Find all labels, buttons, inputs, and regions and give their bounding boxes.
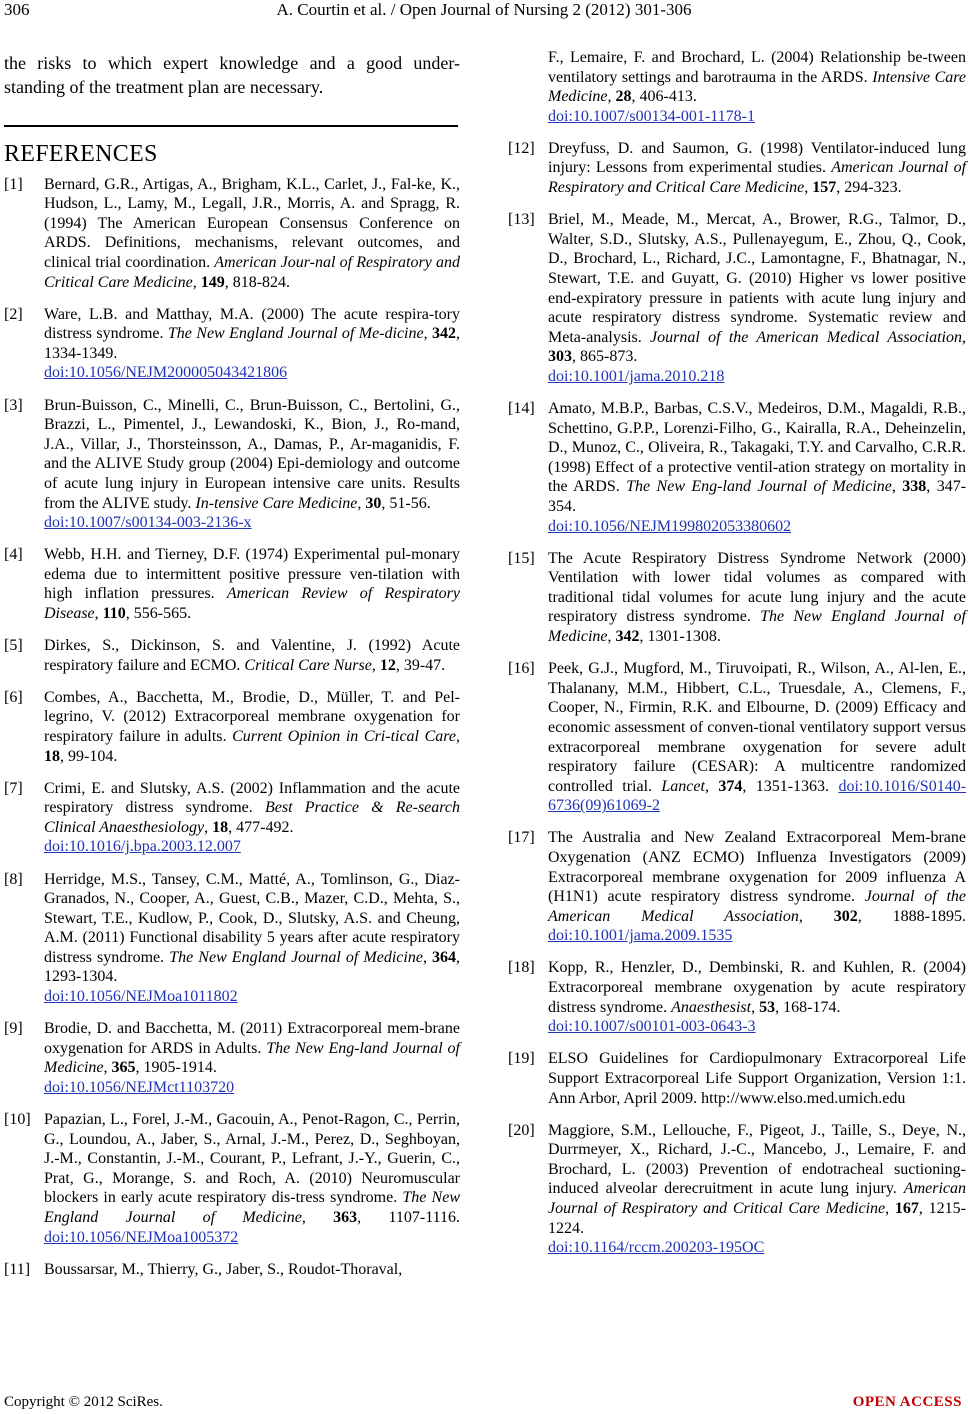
reference-volume: 342 xyxy=(432,325,457,343)
reference-number: [19] xyxy=(508,1050,535,1068)
reference-journal: Best Practice & Re-search Clinical Anaesthesiology xyxy=(44,799,461,836)
reference-volume: 364 xyxy=(432,948,457,966)
doi-link[interactable]: doi:10.1001/jama.2010.218 xyxy=(548,367,725,385)
reference-volume: 302 xyxy=(833,907,858,925)
reference-volume: 167 xyxy=(894,1199,919,1217)
reference-text: Combes, A., Bacchetta, M., Brodie, D., Müller, T. and Pel-legrino, V. (2012) Extracorporeal membrane oxygenation for respiratory failure in adults. Current Opinion in Cri-tical Care, 18, 99-104. xyxy=(44,688,461,765)
reference-item xyxy=(4,545,460,623)
doi-link[interactable]: doi:10.1056/NEJMoa1011802 xyxy=(44,988,238,1006)
reference-journal: Journal of the American Medical Association xyxy=(650,328,962,346)
reference-pages: , 865-873. xyxy=(572,348,638,366)
reference-item xyxy=(508,48,966,126)
running-title: A. Courtin et al. / Open Journal of Nursing 2 (2012) 301-306 xyxy=(276,0,692,19)
left-column xyxy=(4,52,460,1292)
reference-volume: 342 xyxy=(615,628,640,646)
reference-number: [18] xyxy=(508,959,535,977)
reference-authors-title: ELSO Guidelines for Cardiopulmonary Extracorporeal Life Support Extracorporeal Life Support Organization, Version 1:1. Ann Arbor, April 2009. http://www.elso.med.umich.edu xyxy=(548,1050,966,1107)
reference-number: [13] xyxy=(508,211,535,229)
reference-item xyxy=(508,399,966,536)
reference-journal: American Review of Respiratory Disease xyxy=(44,585,460,622)
reference-item xyxy=(508,828,966,946)
reference-pages: , 347-354. xyxy=(548,478,967,515)
reference-text: Peek, G.J., Mugford, M., Tiruvoipati, R., Wilson, A., Al-len, E., Thalanany, M.M., Hibbert, C.L., Truesdale, A., Clemens, F., Cooper, N., Firmin, R.K. and Elbourne, D. (2009) Efficacy and economic assessment of conven-tional ventilatory support versus extracorporeal membrane oxygenation for severe adult respiratory failure (CESAR): A multicentre randomized controlled trial. Lancet, 374, 1351-1363. doi:10.1016/S0140-6736(09)61069-2 xyxy=(548,660,967,815)
reference-authors-title: Kopp, R., Henzler, D., Dembinski, R. and Kuhlen, R. (2004) Extracorporeal membrane oxygenation by acute respiratory distress syndrome. xyxy=(548,959,966,1016)
reference-journal: The New Eng-land Journal of Medicine xyxy=(626,478,892,496)
reference-number: [8] xyxy=(4,870,23,888)
doi-link[interactable]: doi:10.1016/j.bpa.2003.12.007 xyxy=(44,838,241,856)
reference-text: Herridge, M.S., Tansey, C.M., Matté, A., Tomlinson, G., Diaz-Granados, N., Cooper, A., Guest, C.B., Mazer, C.D., Mehta, S., Stewart, T.E., Kudlow, P., Cook, D., Slutsky, A.S. and Cheung, A.M. (2011) Functional disability 5 years after acute respiratory distress syndrome. The New England Journal of Medicine, 364, 1293-1304. doi:10.1056/NEJMoa1011802 xyxy=(44,870,461,1006)
reference-volume: 363 xyxy=(333,1209,358,1226)
doi-link[interactable]: doi:10.1016/S0140-6736(09)61069-2 xyxy=(548,777,967,815)
reference-volume: 28 xyxy=(615,88,632,106)
open-access-label: OPEN ACCESS xyxy=(852,1394,962,1410)
reference-text: Dreyfuss, D. and Saumon, G. (1998) Ventilator-induced lung injury: Lessons from experimental studies. American Journal of Respiratory and Critical Care Medicine, 157, 294-323. xyxy=(548,139,967,197)
reference-pages: , 1905-1914. xyxy=(135,1059,217,1077)
reference-authors-title: Brodie, D. and Bacchetta, M. (2011) Extracorporeal mem-brane oxygenation for ARDS in Adults. xyxy=(44,1020,460,1057)
reference-authors-title: Papazian, L., Forel, J.-M., Gacouin, A., Penot-Ragon, C., Perrin, G., Loundou, A., Jaber, S., Arnal, J.-M., Perez, D., Seghboyan, J.-M., Constantin, J.-M., Courant, P., Lefrant, J.-Y., Guerin, C., Prat, G., Morange, S. and Roch, A. (2010) Neuromuscular blockers in early acute respiratory dis-tress syndrome. xyxy=(44,1111,460,1207)
reference-text: Dirkes, S., Dickinson, S. and Valentine, J. (1992) Acute respiratory failure and ECMO. Critical Care Nurse, 12, 39-47. xyxy=(44,637,460,674)
reference-item xyxy=(508,210,966,386)
reference-text: Webb, H.H. and Tierney, D.F. (1974) Experimental pul-monary edema due to intermittent positive pressure ven-tilation with high inflation pressures. American Review of Respiratory Disease, 110, 556-565. xyxy=(44,546,460,622)
reference-text: Maggiore, S.M., Lellouche, F., Pigeot, J., Taille, S., Deye, N., Durrmeyer, X., Richard, J.-C., Mancebo, J., Lemaire, F. and Brochard, L. (2003) Prevention of endotracheal suctioning-induced alveolar derecruitment in acute lung injury. American Journal of Respiratory and Critical Care Medicine, 167, 1215-1224. doi:10.1164/rccm.200203-195OC xyxy=(548,1121,967,1257)
reference-pages: , 168-174. xyxy=(775,998,841,1016)
reference-text: Brodie, D. and Bacchetta, M. (2011) Extracorporeal mem-brane oxygenation for ARDS in Adults. The New Eng-land Journal of Medicine, 365, 1905-1914. doi:10.1056/NEJMct1103720 xyxy=(44,1020,461,1096)
reference-volume: 53 xyxy=(759,998,776,1016)
reference-authors-title: Combes, A., Bacchetta, M., Brodie, D., Müller, T. and Pel-legrino, V. (2012) Extracorporeal membrane oxygenation for respiratory failure in adults. xyxy=(44,688,460,745)
reference-pages: , 477-492. xyxy=(228,818,294,836)
reference-text: The Acute Respiratory Distress Syndrome Network (2000) Ventilation with lower tidal volumes as compared with traditional tidal volumes for acute lung injury and the acute respiratory distress syndrome. The New England Journal of Medicine, 342, 1301-1308. xyxy=(548,549,966,646)
reference-journal: Anaesthesist xyxy=(671,998,752,1016)
reference-item xyxy=(508,1121,966,1258)
reference-item xyxy=(4,396,460,533)
copyright-notice: Copyright © 2012 SciRes. xyxy=(4,1394,163,1410)
reference-authors-title: Bernard, G.R., Artigas, A., Brigham, K.L., Carlet, J., Fal-ke, K., Hudson, L., Lamy, M., Legall, J.R., Morris, A. and Spragg, R. (1994) The American European Consensus Conference on ARDS. Definitions, mechanisms, relevant outcomes, and clinical trial coordination. xyxy=(44,175,460,271)
reference-pages: , 1351-1363. xyxy=(742,777,839,795)
doi-link[interactable]: doi:10.1001/jama.2009.1535 xyxy=(548,927,733,945)
reference-number: [14] xyxy=(508,400,535,417)
doi-link[interactable]: doi:10.1007/s00101-003-0643-3 xyxy=(548,1018,756,1036)
reference-authors-title: Boussarsar, M., Thierry, G., Jaber, S., Roudot-Thoraval, xyxy=(44,1260,403,1278)
reference-number: [10] xyxy=(4,1111,31,1129)
reference-text: Bernard, G.R., Artigas, A., Brigham, K.L., Carlet, J., Fal-ke, K., Hudson, L., Lamy, M., Legall, J.R., Morris, A. and Spragg, R. (1994) The American European Consensus Conference on ARDS. Definitions, mechanisms, relevant outcomes, and clinical trial coordination. American Jour-nal of Respiratory and Critical Care Medicine, 149, 818-824. xyxy=(44,175,460,291)
reference-pages: , 294-323. xyxy=(836,179,902,197)
reference-pages: , 1888-1895. xyxy=(857,907,967,925)
page-number: 306 xyxy=(4,0,30,19)
reference-text: Kopp, R., Henzler, D., Dembinski, R. and Kuhlen, R. (2004) Extracorporeal membrane oxygenation by acute respiratory distress syndrome. Anaesthesist, 53, 168-174. doi:10.1007/s00101-003-0643-3 xyxy=(548,959,966,1036)
reference-item xyxy=(4,636,460,675)
reference-text xyxy=(44,1260,460,1280)
reference-authors-title: Herridge, M.S., Tansey, C.M., Matté, A., Tomlinson, G., Diaz-Granados, N., Cooper, A., Guest, C.B., Mazer, C.D., Mehta, S., Stewart, T.E., Kudlow, P., Cook, D., Slutsky, A.S. and Cheung, A.M. (2011) Functional disability 5 years after acute respiratory distress syndrome. xyxy=(44,870,460,966)
reference-volume: 149 xyxy=(200,273,225,291)
reference-number: [15] xyxy=(508,549,535,567)
reference-authors-title: The Australia and New Zealand Extracorporeal Mem-brane Oxygenation (ANZ ECMO) Influenza Investigators (2009) Extracorporeal membrane oxygenation for 2009 influenza A (H1N1) acute respiratory distress syndrome. xyxy=(548,829,966,906)
reference-volume: 18 xyxy=(212,818,229,836)
reference-volume: 157 xyxy=(812,179,837,197)
section-divider xyxy=(4,125,458,127)
reference-volume: 12 xyxy=(379,656,396,674)
reference-number: [17] xyxy=(508,829,535,847)
reference-item xyxy=(508,1049,966,1108)
reference-journal: Critical Care Nurse xyxy=(244,656,372,674)
reference-authors-title: Brun-Buisson, C., Minelli, C., Brun-Buisson, C., Bertolini, G., Brazzi, L., Pimentel, J., Lewandoski, K., Bion, J., Ro-mand, J.A., Villar, J., Thorsteinsson, A., Damas, P., Ar-maganidis, F. and the ALIVE Study group (2004) Epi-demiology and outcome of acute lung injury in European intensive care units. Results from the ALIVE study. xyxy=(44,396,460,512)
reference-journal: The New England Journal of Medicine xyxy=(548,608,966,646)
reference-pages: , 1215-1224. xyxy=(548,1199,967,1237)
reference-item xyxy=(4,779,460,857)
references-heading: REFERENCES xyxy=(4,141,158,167)
reference-item xyxy=(4,305,460,383)
reference-journal: American Jour-nal of Respiratory and Critical Care Medicine xyxy=(44,253,460,291)
reference-item xyxy=(4,688,460,766)
reference-pages: , 39-47. xyxy=(395,656,446,674)
reference-volume: 18 xyxy=(44,747,60,765)
reference-text: Crimi, E. and Slutsky, A.S. (2002) Inflammation and the acute respiratory distress syndrome. Best Practice & Re-search Clinical Anaesthesiology, 18, 477-492. doi:10.1016/j.bpa.2003.12.007 xyxy=(44,779,461,856)
reference-pages: , 406-413. xyxy=(631,88,697,106)
reference-pages: , 818-824. xyxy=(224,273,291,291)
reference-text: The Australia and New Zealand Extracorporeal Mem-brane Oxygenation (ANZ ECMO) Influenza Investigators (2009) Extracorporeal membrane oxygenation for 2009 influenza A (H1N1) acute respiratory distress syndrome. Journal of the American Medical Association, 302, 1888-1895. doi:10.1001/jama.2009.1535 xyxy=(548,829,967,945)
reference-number: [11] xyxy=(4,1260,31,1278)
reference-pages: , 1334-1349. xyxy=(44,325,461,362)
reference-number: [2] xyxy=(4,305,23,323)
reference-number: [3] xyxy=(4,396,23,414)
reference-text xyxy=(548,1049,966,1108)
reference-item xyxy=(508,139,966,198)
reference-number: [6] xyxy=(4,688,23,706)
reference-pages: , 1301-1308. xyxy=(639,628,721,646)
doi-link[interactable]: doi:10.1056/NEJMct1103720 xyxy=(44,1078,235,1096)
reference-pages: , 1293-1304. xyxy=(44,948,461,986)
reference-journal: In-tensive Care Medicine xyxy=(195,494,358,512)
reference-volume: 110 xyxy=(102,604,126,622)
reference-item xyxy=(4,1019,460,1097)
reference-journal: The New Eng-land Journal of Medicine xyxy=(44,1039,461,1077)
reference-journal: American Journal of Respiratory and Critical Care Medicine xyxy=(548,1180,966,1217)
reference-journal: Current Opinion in Cri-tical Care xyxy=(232,727,457,745)
reference-item xyxy=(4,175,460,293)
reference-text: Brun-Buisson, C., Minelli, C., Brun-Buisson, C., Bertolini, G., Brazzi, L., Pimentel, J., Lewandoski, K., Bion, J., Ro-mand, J.A., Villar, J., Thorsteinsson, A., Damas, P., Ar-maganidis, F. and the ALIVE Study group (2004) Epi-demiology and outcome of acute lung injury in European intensive care units. Results from the ALIVE study. In-tensive Care Medicine, 30, 51-56. doi:10.1007/s00134-003-2136-x xyxy=(44,396,460,532)
reference-list-right xyxy=(508,48,966,1258)
reference-journal: Lancet xyxy=(661,777,705,795)
reference-pages: , 51-56. xyxy=(381,494,431,512)
reference-number: [20] xyxy=(508,1121,535,1139)
reference-authors-title: Webb, H.H. and Tierney, D.F. (1974) Experimental pul-monary edema due to intermittent positive pressure ven-tilation with high inflation pressures. xyxy=(44,546,460,603)
reference-number: [7] xyxy=(4,779,23,797)
reference-text: Papazian, L., Forel, J.-M., Gacouin, A., Penot-Ragon, C., Perrin, G., Loundou, A., Jaber, S., Arnal, J.-M., Perez, D., Seghboyan, J.-M., Constantin, J.-M., Courant, P., Lefrant, J.-Y., Guerin, C., Prat, G., Morange, S. and Roch, A. (2010) Neuromuscular blockers in early acute respiratory dis-tress syndrome. The New England Journal of Medicine, 363, 1107-1116. doi:10.1056/NEJMoa1005372 xyxy=(44,1111,460,1246)
doi-link[interactable]: doi:10.1056/NEJM199802053380602 xyxy=(548,517,792,535)
doi-link[interactable]: doi:10.1056/NEJMoa1005372 xyxy=(44,1228,239,1246)
reference-item xyxy=(508,659,966,816)
reference-item xyxy=(4,1110,460,1247)
reference-authors-title: Dreyfuss, D. and Saumon, G. (1998) Ventilator-induced lung injury: Lessons from experimental studies. xyxy=(548,139,966,177)
reference-volume: 303 xyxy=(548,348,572,366)
reference-journal: American Journal of Respiratory and Critical Care Medicine xyxy=(548,159,967,197)
reference-pages: , 556-565. xyxy=(125,604,192,622)
reference-number: [12] xyxy=(508,139,535,157)
reference-list-left xyxy=(4,175,460,1280)
doi-link[interactable]: doi:10.1056/NEJM200005043421806 xyxy=(44,364,288,382)
doi-link[interactable]: doi:10.1007/s00134-001-1178-1 xyxy=(548,107,755,125)
reference-journal: The New England Journal of Medicine xyxy=(169,948,423,966)
reference-number: [9] xyxy=(4,1020,23,1038)
reference-authors-title: Briel, M., Meade, M., Mercat, A., Brower, R.G., Talmor, D., Walter, S.D., Slutsky, A.S., Pullenayegum, E., Zhou, Q., Cook, D., Brochard, L., Richard, J.C., Lamontagne, F., Bhatnagar, N., Stewart, T.E. and Guyatt, G. (2010) Higher vs lower positive end-expiratory pressure in patients with acute lung injury and acute respiratory distress syndrome. Systematic review and Meta-analysis. xyxy=(548,211,966,346)
reference-item xyxy=(508,549,966,647)
reference-authors-title: Ware, L.B. and Matthay, M.A. (2000) The acute respira-tory distress syndrome. xyxy=(44,305,460,343)
doi-link[interactable]: doi:10.1007/s00134-003-2136-x xyxy=(44,514,252,532)
intro-paragraph: the risks to which expert knowledge and a good under-standing of the treatment plan are necessary. xyxy=(4,53,460,97)
reference-journal: The New England Journal of Medicine xyxy=(44,1189,460,1226)
reference-authors-title: Maggiore, S.M., Lellouche, F., Pigeot, J., Taille, S., Deye, N., Durrmeyer, X., Richard, J.-C., Mancebo, J., Lemaire, F. and Brochard, L. (2003) Prevention of endotracheal suctioning-induced alveolar derecruitment in acute lung injury. xyxy=(548,1121,966,1198)
reference-item xyxy=(508,958,966,1036)
reference-text: Amato, M.B.P., Barbas, C.S.V., Medeiros, D.M., Magaldi, R.B., Schettino, G.P.P., Lorenzi-Filho, G., Kairalla, R.A., Deheinzelin, D., Munoz, C., Oliveira, R., Takagaki, T.Y. and Carvalho, C.R.R. (1998) Effect of a protective ventil-ation strategy on mortality in the ARDS. The New Eng-land Journal of Medicine, 338, 347-354. doi:10.1056/NEJM199802053380602 xyxy=(548,400,967,535)
reference-item xyxy=(4,1260,460,1280)
reference-authors-title: The Acute Respiratory Distress Syndrome Network (2000) Ventilation with lower tidal volumes as compared with traditional tidal volumes for acute lung injury and the acute respiratory distress syndrome. xyxy=(548,549,966,626)
reference-authors-title: Peek, G.J., Mugford, M., Tiruvoipati, R., Wilson, A., Al-len, E., Thalanany, M.M., Hibbert, C.L., Truesdale, A., Clemens, F., Cooper, N., Firmin, R.K. and Elbourne, D. (2009) Efficacy and economic assessment of conven-tional ventilatory support versus extracorporeal membrane oxygenation for severe adult respiratory failure (CESAR): A multicentre randomized controlled trial. xyxy=(548,660,966,795)
reference-number: [4] xyxy=(4,546,23,564)
reference-authors-title: F., Lemaire, F. and Brochard, L. (2004) Relationship be-tween ventilatory settings and barotrauma in the ARDS. xyxy=(548,49,966,86)
reference-volume: 30 xyxy=(365,494,382,512)
reference-volume: 365 xyxy=(111,1059,136,1077)
reference-journal: The New England Journal of Me-dicine xyxy=(167,325,424,343)
reference-text: Briel, M., Meade, M., Mercat, A., Brower, R.G., Talmor, D., Walter, S.D., Slutsky, A.S., Pullenayegum, E., Zhou, Q., Cook, D., Brochard, L., Richard, J.C., Lamontagne, F., Bhatnagar, N., Stewart, T.E. and Guyatt, G. (2010) Higher vs lower positive end-expiratory pressure in patients with acute lung injury and acute respiratory distress syndrome. Systematic review and Meta-analysis. Journal of the American Medical Association, 303, 865-873. doi:10.1001/jama.2010.218 xyxy=(548,211,966,385)
reference-text: F., Lemaire, F. and Brochard, L. (2004) Relationship be-tween ventilatory settings and barotrauma in the ARDS. Intensive Care Medicine, 28, 406-413. doi:10.1007/s00134-001-1178-1 xyxy=(548,49,967,125)
reference-authors-title: Dirkes, S., Dickinson, S. and Valentine, J. (1992) Acute respiratory failure and ECMO. xyxy=(44,637,460,674)
reference-pages: , 99-104. xyxy=(60,747,118,765)
right-column xyxy=(508,48,966,1270)
reference-volume: 338 xyxy=(902,478,927,496)
reference-number: [5] xyxy=(4,637,23,655)
doi-link[interactable]: doi:10.1164/rccm.200203-195OC xyxy=(548,1239,765,1257)
reference-pages: , 1107-1116. xyxy=(357,1209,460,1226)
reference-item xyxy=(4,870,460,1007)
reference-number: [16] xyxy=(508,660,535,678)
reference-number: [1] xyxy=(4,175,23,193)
reference-text: Ware, L.B. and Matthay, M.A. (2000) The acute respira-tory distress syndrome. The New England Journal of Me-dicine, 342, 1334-1349. doi:10.1056/NEJM200005043421806 xyxy=(44,305,461,382)
reference-authors-title: Crimi, E. and Slutsky, A.S. (2002) Inflammation and the acute respiratory distress syndrome. xyxy=(44,779,460,817)
reference-volume: 374 xyxy=(718,777,743,795)
reference-journal: Journal of the American Medical Association xyxy=(548,888,967,925)
reference-authors-title: Amato, M.B.P., Barbas, C.S.V., Medeiros, D.M., Magaldi, R.B., Schettino, G.P.P., Lorenzi-Filho, G., Kairalla, R.A., Deheinzelin, D., Munoz, C., Oliveira, R., Takagaki, T.Y. and Carvalho, C.R.R. (1998) Effect of a protective ventil-ation strategy on mortality in the ARDS. xyxy=(548,400,966,496)
reference-journal: Intensive Care Medicine xyxy=(548,68,967,106)
